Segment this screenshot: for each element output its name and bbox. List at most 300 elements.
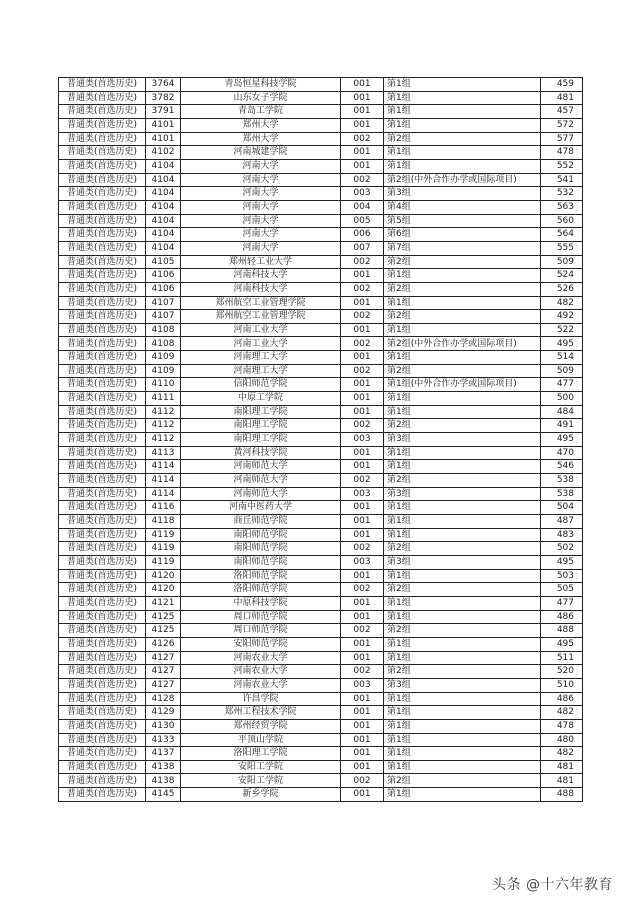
- min-score-cell: 495: [541, 433, 583, 447]
- group-name-cell: 第2组: [384, 542, 541, 556]
- group-name-cell: 第4组: [384, 200, 541, 214]
- category-cell: 普通类(首选历史): [59, 310, 146, 324]
- table-row: [59, 337, 583, 351]
- min-score-cell: 481: [541, 760, 583, 774]
- school-name-cell: 河南大学: [181, 200, 341, 214]
- table-row: [59, 323, 583, 337]
- category-cell: 普通类(首选历史): [59, 637, 146, 651]
- min-score-cell: 520: [541, 665, 583, 679]
- group-name-cell: 第1组: [384, 788, 541, 802]
- school-code-cell: 4133: [146, 733, 181, 747]
- group-code-cell: 001: [341, 760, 384, 774]
- school-code-cell: 4104: [146, 214, 181, 228]
- min-score-cell: 495: [541, 637, 583, 651]
- category-cell: 普通类(首选历史): [59, 487, 146, 501]
- group-name-cell: 第2组: [384, 624, 541, 638]
- school-code-cell: 4107: [146, 310, 181, 324]
- school-name-cell: 郑州经贸学院: [181, 719, 341, 733]
- min-score-cell: 495: [541, 337, 583, 351]
- min-score-cell: 577: [541, 132, 583, 146]
- school-code-cell: 4112: [146, 405, 181, 419]
- min-score-cell: 482: [541, 706, 583, 720]
- group-code-cell: 001: [341, 118, 384, 132]
- category-cell: 普通类(首选历史): [59, 678, 146, 692]
- table-row: [59, 528, 583, 542]
- group-name-cell: 第2组: [384, 364, 541, 378]
- group-code-cell: 001: [341, 446, 384, 460]
- group-code-cell: 002: [341, 364, 384, 378]
- group-name-cell: 第1组: [384, 118, 541, 132]
- school-code-cell: 4104: [146, 228, 181, 242]
- min-score-cell: 502: [541, 542, 583, 556]
- table-row: [59, 214, 583, 228]
- group-code-cell: 002: [341, 583, 384, 597]
- table-row: [59, 255, 583, 269]
- table-row: [59, 583, 583, 597]
- group-name-cell: 第1组: [384, 610, 541, 624]
- school-code-cell: 4127: [146, 678, 181, 692]
- group-code-cell: 002: [341, 310, 384, 324]
- category-cell: 普通类(首选历史): [59, 364, 146, 378]
- category-cell: 普通类(首选历史): [59, 501, 146, 515]
- group-name-cell: 第1组: [384, 637, 541, 651]
- min-score-cell: 538: [541, 474, 583, 488]
- school-code-cell: 4130: [146, 719, 181, 733]
- table-row: [59, 446, 583, 460]
- group-name-cell: 第1组: [384, 146, 541, 160]
- group-code-cell: 002: [341, 173, 384, 187]
- table-row: [59, 419, 583, 433]
- min-score-cell: 524: [541, 269, 583, 283]
- group-name-cell: 第2组: [384, 583, 541, 597]
- table-row: [59, 364, 583, 378]
- table-row: [59, 542, 583, 556]
- school-code-cell: 4128: [146, 692, 181, 706]
- group-code-cell: 001: [341, 351, 384, 365]
- category-cell: 普通类(首选历史): [59, 78, 146, 92]
- table-row: [59, 788, 583, 802]
- table-row: [59, 515, 583, 529]
- group-name-cell: 第7组: [384, 241, 541, 255]
- group-name-cell: 第1组: [384, 528, 541, 542]
- table-row: [59, 610, 583, 624]
- admission-score-table: [58, 77, 583, 802]
- group-code-cell: 002: [341, 624, 384, 638]
- group-code-cell: 002: [341, 542, 384, 556]
- school-code-cell: 4127: [146, 651, 181, 665]
- school-name-cell: 平顶山学院: [181, 733, 341, 747]
- school-code-cell: 4105: [146, 255, 181, 269]
- min-score-cell: 495: [541, 555, 583, 569]
- table-row: [59, 555, 583, 569]
- school-name-cell: 黄河科技学院: [181, 446, 341, 460]
- group-name-cell: 第1组: [384, 569, 541, 583]
- table-row: [59, 91, 583, 105]
- min-score-cell: 459: [541, 78, 583, 92]
- school-name-cell: 信阳师范学院: [181, 378, 341, 392]
- group-name-cell: 第5组: [384, 214, 541, 228]
- min-score-cell: 470: [541, 446, 583, 460]
- category-cell: 普通类(首选历史): [59, 569, 146, 583]
- min-score-cell: 481: [541, 91, 583, 105]
- school-code-cell: 4102: [146, 146, 181, 160]
- min-score-cell: 481: [541, 774, 583, 788]
- table-row: [59, 187, 583, 201]
- min-score-cell: 491: [541, 419, 583, 433]
- school-name-cell: 郑州航空工业管理学院: [181, 296, 341, 310]
- group-code-cell: 001: [341, 515, 384, 529]
- group-code-cell: 001: [341, 637, 384, 651]
- min-score-cell: 563: [541, 200, 583, 214]
- group-code-cell: 001: [341, 405, 384, 419]
- table-row: [59, 637, 583, 651]
- table-row: [59, 78, 583, 92]
- min-score-cell: 510: [541, 678, 583, 692]
- table-row: [59, 760, 583, 774]
- category-cell: 普通类(首选历史): [59, 706, 146, 720]
- watermark: 头条 @十六年教育: [492, 877, 613, 893]
- school-code-cell: 4119: [146, 528, 181, 542]
- table-row: [59, 105, 583, 119]
- school-code-cell: 4107: [146, 296, 181, 310]
- table-row: [59, 200, 583, 214]
- group-code-cell: 001: [341, 733, 384, 747]
- min-score-cell: 477: [541, 596, 583, 610]
- min-score-cell: 532: [541, 187, 583, 201]
- category-cell: 普通类(首选历史): [59, 351, 146, 365]
- min-score-cell: 564: [541, 228, 583, 242]
- school-code-cell: 4104: [146, 159, 181, 173]
- group-name-cell: 第3组: [384, 433, 541, 447]
- school-code-cell: 4111: [146, 392, 181, 406]
- table-row: [59, 351, 583, 365]
- group-name-cell: 第6组: [384, 228, 541, 242]
- group-name-cell: 第1组: [384, 78, 541, 92]
- category-cell: 普通类(首选历史): [59, 187, 146, 201]
- school-name-cell: 河南大学: [181, 173, 341, 187]
- group-name-cell: 第1组: [384, 692, 541, 706]
- school-name-cell: 河南大学: [181, 241, 341, 255]
- category-cell: 普通类(首选历史): [59, 692, 146, 706]
- category-cell: 普通类(首选历史): [59, 610, 146, 624]
- group-code-cell: 001: [341, 501, 384, 515]
- category-cell: 普通类(首选历史): [59, 665, 146, 679]
- group-name-cell: 第1组: [384, 460, 541, 474]
- group-name-cell: 第1组: [384, 501, 541, 515]
- group-code-cell: 001: [341, 159, 384, 173]
- school-name-cell: 河南理工大学: [181, 364, 341, 378]
- category-cell: 普通类(首选历史): [59, 788, 146, 802]
- school-name-cell: 郑州大学: [181, 118, 341, 132]
- group-name-cell: 第2组: [384, 474, 541, 488]
- min-score-cell: 522: [541, 323, 583, 337]
- min-score-cell: 505: [541, 583, 583, 597]
- table-row: [59, 118, 583, 132]
- category-cell: 普通类(首选历史): [59, 91, 146, 105]
- table-row: [59, 569, 583, 583]
- school-code-cell: 3764: [146, 78, 181, 92]
- school-name-cell: 中原科技学院: [181, 596, 341, 610]
- group-name-cell: 第1组: [384, 323, 541, 337]
- table-row: [59, 719, 583, 733]
- group-code-cell: 002: [341, 474, 384, 488]
- school-name-cell: 河南大学: [181, 159, 341, 173]
- category-cell: 普通类(首选历史): [59, 241, 146, 255]
- group-code-cell: 002: [341, 282, 384, 296]
- category-cell: 普通类(首选历史): [59, 719, 146, 733]
- group-name-cell: 第1组: [384, 719, 541, 733]
- school-name-cell: 山东女子学院: [181, 91, 341, 105]
- group-name-cell: 第2组(中外合作办学或国际项目): [384, 337, 541, 351]
- group-code-cell: 007: [341, 241, 384, 255]
- group-name-cell: 第3组: [384, 487, 541, 501]
- min-score-cell: 552: [541, 159, 583, 173]
- category-cell: 普通类(首选历史): [59, 337, 146, 351]
- table-row: [59, 378, 583, 392]
- school-code-cell: 4126: [146, 637, 181, 651]
- group-name-cell: 第1组: [384, 105, 541, 119]
- group-code-cell: 001: [341, 747, 384, 761]
- group-name-cell: 第1组: [384, 596, 541, 610]
- group-code-cell: 004: [341, 200, 384, 214]
- table-row: [59, 487, 583, 501]
- category-cell: 普通类(首选历史): [59, 132, 146, 146]
- min-score-cell: 500: [541, 392, 583, 406]
- min-score-cell: 480: [541, 733, 583, 747]
- table-body: [59, 78, 583, 802]
- category-cell: 普通类(首选历史): [59, 419, 146, 433]
- table-row: [59, 651, 583, 665]
- school-name-cell: 河南工业大学: [181, 323, 341, 337]
- category-cell: 普通类(首选历史): [59, 146, 146, 160]
- table-row: [59, 269, 583, 283]
- table-row: [59, 596, 583, 610]
- min-score-cell: 484: [541, 405, 583, 419]
- category-cell: 普通类(首选历史): [59, 596, 146, 610]
- group-name-cell: 第2组: [384, 132, 541, 146]
- school-code-cell: 4138: [146, 760, 181, 774]
- school-name-cell: 河南科技大学: [181, 282, 341, 296]
- group-code-cell: 002: [341, 337, 384, 351]
- table-row: [59, 132, 583, 146]
- group-name-cell: 第1组: [384, 515, 541, 529]
- table-row: [59, 159, 583, 173]
- category-cell: 普通类(首选历史): [59, 651, 146, 665]
- school-code-cell: 4108: [146, 337, 181, 351]
- min-score-cell: 488: [541, 624, 583, 638]
- group-code-cell: 003: [341, 187, 384, 201]
- group-code-cell: 001: [341, 78, 384, 92]
- group-name-cell: 第2组: [384, 665, 541, 679]
- school-code-cell: 4113: [146, 446, 181, 460]
- group-name-cell: 第1组: [384, 747, 541, 761]
- group-code-cell: 001: [341, 610, 384, 624]
- group-code-cell: 002: [341, 665, 384, 679]
- category-cell: 普通类(首选历史): [59, 269, 146, 283]
- school-name-cell: 南阳师范学院: [181, 542, 341, 556]
- group-code-cell: 002: [341, 132, 384, 146]
- school-name-cell: 河南大学: [181, 187, 341, 201]
- school-name-cell: 青岛恒星科技学院: [181, 78, 341, 92]
- category-cell: 普通类(首选历史): [59, 282, 146, 296]
- school-name-cell: 河南理工大学: [181, 351, 341, 365]
- group-name-cell: 第1组: [384, 651, 541, 665]
- school-name-cell: 周口师范学院: [181, 624, 341, 638]
- category-cell: 普通类(首选历史): [59, 378, 146, 392]
- category-cell: 普通类(首选历史): [59, 542, 146, 556]
- school-name-cell: 新乡学院: [181, 788, 341, 802]
- min-score-cell: 509: [541, 255, 583, 269]
- min-score-cell: 514: [541, 351, 583, 365]
- school-code-cell: 3791: [146, 105, 181, 119]
- school-name-cell: 洛阳师范学院: [181, 569, 341, 583]
- school-code-cell: 4116: [146, 501, 181, 515]
- school-name-cell: 南阳理工学院: [181, 433, 341, 447]
- school-code-cell: 4112: [146, 419, 181, 433]
- school-name-cell: 河南师范大学: [181, 487, 341, 501]
- school-code-cell: 4125: [146, 624, 181, 638]
- category-cell: 普通类(首选历史): [59, 474, 146, 488]
- school-name-cell: 周口师范学院: [181, 610, 341, 624]
- category-cell: 普通类(首选历史): [59, 624, 146, 638]
- category-cell: 普通类(首选历史): [59, 433, 146, 447]
- group-code-cell: 002: [341, 774, 384, 788]
- group-code-cell: 001: [341, 569, 384, 583]
- school-name-cell: 洛阳师范学院: [181, 583, 341, 597]
- school-code-cell: 4108: [146, 323, 181, 337]
- school-name-cell: 河南工业大学: [181, 337, 341, 351]
- group-code-cell: 003: [341, 555, 384, 569]
- school-code-cell: 4145: [146, 788, 181, 802]
- school-code-cell: 4121: [146, 596, 181, 610]
- table-row: [59, 678, 583, 692]
- min-score-cell: 488: [541, 788, 583, 802]
- category-cell: 普通类(首选历史): [59, 460, 146, 474]
- school-name-cell: 商丘师范学院: [181, 515, 341, 529]
- group-code-cell: 001: [341, 323, 384, 337]
- category-cell: 普通类(首选历史): [59, 760, 146, 774]
- group-code-cell: 001: [341, 296, 384, 310]
- category-cell: 普通类(首选历史): [59, 583, 146, 597]
- category-cell: 普通类(首选历史): [59, 159, 146, 173]
- school-code-cell: 4104: [146, 200, 181, 214]
- group-code-cell: 001: [341, 91, 384, 105]
- category-cell: 普通类(首选历史): [59, 214, 146, 228]
- school-code-cell: 4101: [146, 118, 181, 132]
- table-row: [59, 665, 583, 679]
- category-cell: 普通类(首选历史): [59, 515, 146, 529]
- group-name-cell: 第1组: [384, 296, 541, 310]
- school-code-cell: 4109: [146, 351, 181, 365]
- group-code-cell: 003: [341, 433, 384, 447]
- school-code-cell: 3782: [146, 91, 181, 105]
- school-code-cell: 4118: [146, 515, 181, 529]
- group-name-cell: 第3组: [384, 187, 541, 201]
- table-row: [59, 241, 583, 255]
- school-name-cell: 郑州工程技术学院: [181, 706, 341, 720]
- table-row: [59, 146, 583, 160]
- min-score-cell: 509: [541, 364, 583, 378]
- table-row: [59, 624, 583, 638]
- table-row: [59, 228, 583, 242]
- category-cell: 普通类(首选历史): [59, 528, 146, 542]
- category-cell: 普通类(首选历史): [59, 118, 146, 132]
- school-name-cell: 郑州航空工业管理学院: [181, 310, 341, 324]
- group-name-cell: 第1组(中外合作办学或国际项目): [384, 378, 541, 392]
- group-code-cell: 001: [341, 105, 384, 119]
- school-code-cell: 4114: [146, 460, 181, 474]
- school-code-cell: 4106: [146, 269, 181, 283]
- table-row: [59, 392, 583, 406]
- school-code-cell: 4101: [146, 132, 181, 146]
- school-name-cell: 南阳师范学院: [181, 528, 341, 542]
- group-name-cell: 第3组: [384, 555, 541, 569]
- min-score-cell: 477: [541, 378, 583, 392]
- school-code-cell: 4129: [146, 706, 181, 720]
- school-code-cell: 4120: [146, 569, 181, 583]
- table-row: [59, 310, 583, 324]
- min-score-cell: 478: [541, 719, 583, 733]
- school-name-cell: 南阳理工学院: [181, 405, 341, 419]
- school-name-cell: 河南大学: [181, 214, 341, 228]
- school-name-cell: 青岛工学院: [181, 105, 341, 119]
- table-row: [59, 474, 583, 488]
- school-code-cell: 4125: [146, 610, 181, 624]
- category-cell: 普通类(首选历史): [59, 255, 146, 269]
- category-cell: 普通类(首选历史): [59, 200, 146, 214]
- school-name-cell: 安阳师范学院: [181, 637, 341, 651]
- category-cell: 普通类(首选历史): [59, 105, 146, 119]
- school-name-cell: 南阳理工学院: [181, 419, 341, 433]
- school-name-cell: 许昌学院: [181, 692, 341, 706]
- category-cell: 普通类(首选历史): [59, 228, 146, 242]
- category-cell: 普通类(首选历史): [59, 405, 146, 419]
- group-code-cell: 001: [341, 269, 384, 283]
- table-row: [59, 460, 583, 474]
- min-score-cell: 555: [541, 241, 583, 255]
- school-name-cell: 河南农业大学: [181, 678, 341, 692]
- category-cell: 普通类(首选历史): [59, 446, 146, 460]
- group-name-cell: 第2组: [384, 282, 541, 296]
- school-name-cell: 河南师范大学: [181, 474, 341, 488]
- school-name-cell: 河南师范大学: [181, 460, 341, 474]
- min-score-cell: 572: [541, 118, 583, 132]
- group-name-cell: 第2组: [384, 774, 541, 788]
- group-name-cell: 第1组: [384, 760, 541, 774]
- group-name-cell: 第3组: [384, 678, 541, 692]
- min-score-cell: 486: [541, 692, 583, 706]
- school-code-cell: 4138: [146, 774, 181, 788]
- school-name-cell: 河南大学: [181, 228, 341, 242]
- group-name-cell: 第1组: [384, 159, 541, 173]
- school-code-cell: 4104: [146, 241, 181, 255]
- group-name-cell: 第1组: [384, 269, 541, 283]
- min-score-cell: 503: [541, 569, 583, 583]
- min-score-cell: 457: [541, 105, 583, 119]
- group-code-cell: 005: [341, 214, 384, 228]
- school-code-cell: 4119: [146, 542, 181, 556]
- table-row: [59, 774, 583, 788]
- school-code-cell: 4109: [146, 364, 181, 378]
- group-code-cell: 001: [341, 651, 384, 665]
- min-score-cell: 560: [541, 214, 583, 228]
- table-row: [59, 173, 583, 187]
- group-code-cell: 001: [341, 460, 384, 474]
- min-score-cell: 541: [541, 173, 583, 187]
- school-code-cell: 4112: [146, 433, 181, 447]
- min-score-cell: 486: [541, 610, 583, 624]
- category-cell: 普通类(首选历史): [59, 296, 146, 310]
